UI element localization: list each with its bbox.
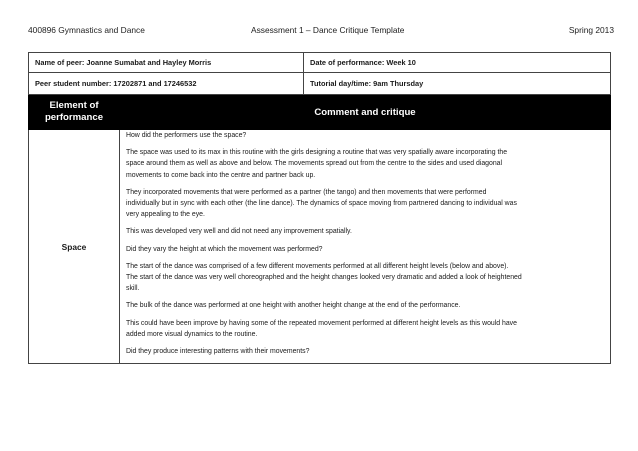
- text-line: The start of the dance was very well choreographed and the height changes looked very dramatic and added a look of heightened: [126, 274, 522, 282]
- tutorial-cell: Tutorial day/time: 9am Thursday: [304, 73, 611, 95]
- question-height: Did they vary the height at which the movement was performed?: [126, 245, 323, 253]
- performance-date-cell: Date of performance: Week 10: [304, 53, 611, 73]
- document-title: Assessment 1 – Dance Critique Template: [251, 25, 405, 35]
- paragraph-height-start: [126, 261, 606, 295]
- element-name: Space: [29, 130, 120, 364]
- text-line: movements to come back into the centre and partner back up.: [126, 171, 316, 179]
- page-header: [28, 25, 614, 39]
- comment-column-header: Comment and critique: [120, 95, 611, 130]
- paragraph-development: This was developed very well and did not need any improvement spatially.: [126, 228, 352, 236]
- table-header-row: [29, 95, 611, 130]
- text-line: very appealing to the eye.: [126, 211, 205, 219]
- paragraph-space-use: [126, 147, 606, 181]
- info-row-1: [29, 53, 611, 73]
- course-title: 400896 Gymnastics and Dance: [28, 25, 145, 35]
- text-line: The start of the dance was comprised of a few different movements performed at all different height levels (below and above).: [126, 262, 509, 270]
- text-line: This could have been improve by having some of the repeated movement performed at different height levels as this would have: [126, 319, 517, 327]
- element-column-header: Element of performance: [29, 95, 120, 130]
- info-row-2: [29, 73, 611, 95]
- text-line: skill.: [126, 285, 140, 293]
- text-line: They incorporated movements that were performed as a partner (the tango) and then movements that were performed: [126, 188, 487, 196]
- semester-label: Spring 2013: [568, 25, 614, 35]
- critique-content: [120, 130, 611, 364]
- student-number-cell: Peer student number: 17202871 and 17246532: [29, 73, 304, 95]
- critique-table: [28, 52, 611, 364]
- paragraph-height-bulk: The bulk of the dance was performed at one height with another height change at the end of the performance.: [126, 302, 461, 310]
- text-line: space around them as well as above and below. The movements spread out from the centre to the sides and used diagonal: [126, 160, 503, 168]
- table-row: [29, 130, 611, 364]
- paragraph-partner-movement: [126, 187, 606, 221]
- peer-name-cell: Name of peer: Joanne Sumabat and Hayley Morris: [29, 53, 304, 73]
- text-line: The space was used to its max in this routine with the girls designing a routine that was very spatially aware incorporating the: [126, 149, 508, 157]
- text-line: individually but in sync with each other (the line dance). The dynamics of space moving from partnered dancing to individual was: [126, 200, 517, 208]
- paragraph-improvement: [126, 318, 606, 340]
- question-patterns: Did they produce interesting patterns with their movements?: [126, 348, 310, 356]
- text-line: added more visual dynamics to the routine.: [126, 330, 258, 338]
- question-space: How did the performers use the space?: [126, 132, 247, 139]
